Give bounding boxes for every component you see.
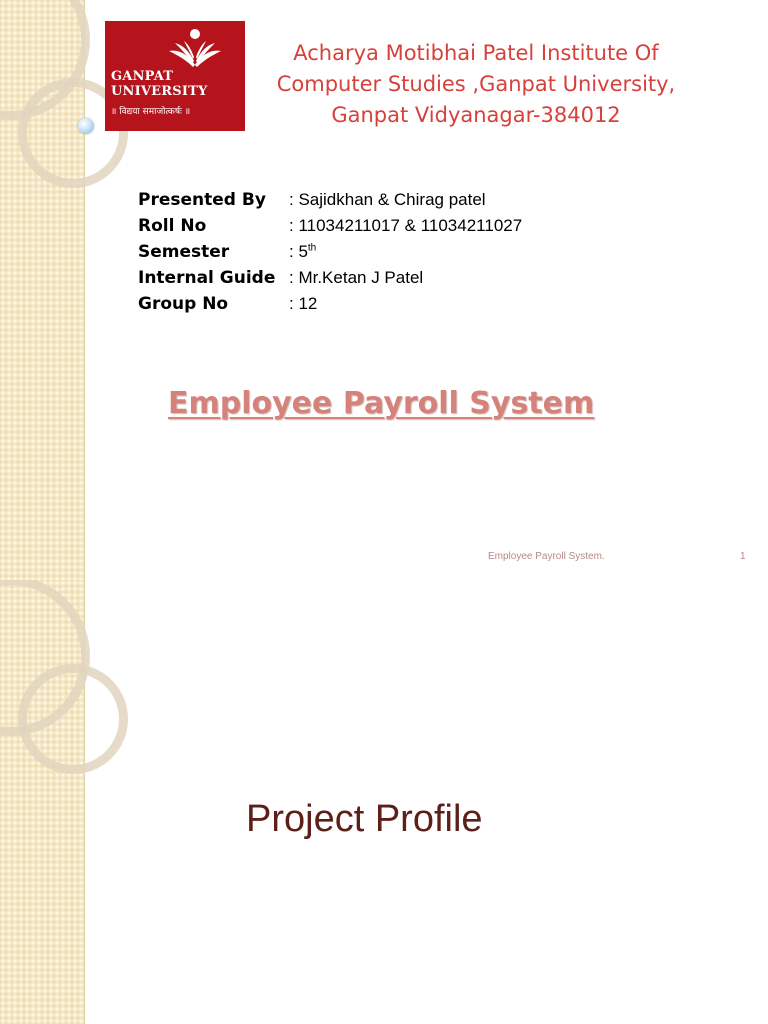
institute-heading (246, 38, 706, 131)
info-label: Presented By (138, 190, 266, 210)
slide-page-number: 1 (740, 551, 746, 562)
info-label: Internal Guide (138, 268, 276, 288)
info-value: : 11034211017 & 11034211027 (289, 216, 523, 235)
info-value-superscript: th (307, 242, 317, 254)
info-value-wrap (289, 242, 316, 262)
project-profile-slide (0, 580, 768, 1024)
project-title: Employee Payroll System (168, 386, 595, 421)
info-value: : 12 (289, 294, 318, 313)
info-value: : Sajidkhan & Chirag patel (289, 190, 486, 209)
slide-heading: Project Profile (246, 798, 483, 840)
book-emblem-icon (105, 21, 245, 71)
institute-line-2: Computer Studies ,Ganpat University, (276, 72, 676, 96)
logo-motto: ॥ विद्यया समाजोत्कर्षः ॥ (111, 107, 191, 117)
info-value: : 5 (289, 242, 308, 261)
logo-university-name: GANPAT UNIVERSITY (111, 69, 208, 99)
institute-line-1: Acharya Motibhai Patel Institute Of (293, 41, 659, 65)
info-label: Group No (138, 294, 229, 314)
info-value: : Mr.Ketan J Patel (289, 268, 424, 287)
decorative-ring (18, 664, 128, 774)
info-label: Semester (138, 242, 230, 262)
institute-line-3: Ganpat Vidyanagar-384012 (331, 103, 621, 127)
university-logo (105, 21, 245, 131)
slide-footer: Employee Payroll System. (488, 551, 605, 562)
decorative-bubble-icon (78, 118, 94, 134)
info-label: Roll No (138, 216, 207, 236)
